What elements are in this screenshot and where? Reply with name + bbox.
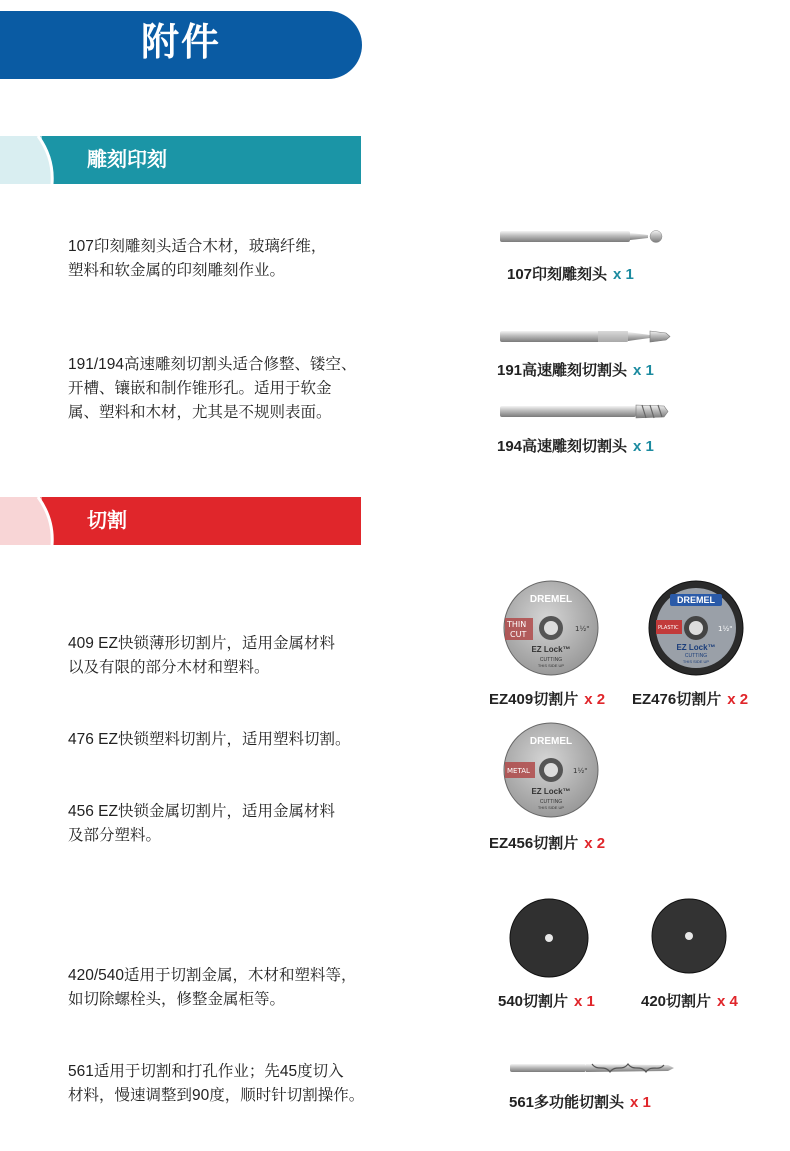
product-caption-ez476 [632, 688, 748, 709]
disc-this-side-up: THIS SIDE UP [537, 663, 565, 668]
description-line: 材料，慢速调整到90度，顺时针切割操作。 [68, 1087, 365, 1104]
product-qty: x 2 [727, 691, 749, 708]
product-caption-107 [507, 263, 634, 284]
disc-cutting: CUTTING [539, 799, 563, 805]
description-line: 561适用于切割和打孔作业；先45度切入 [68, 1063, 344, 1080]
page-title: 附件 [140, 22, 221, 64]
product-name: 107印刻雕刻头 [507, 266, 608, 283]
disc-label-plastic: PLASTIC [658, 625, 679, 631]
product-name: 420切割片 [641, 993, 712, 1010]
description-409 [68, 632, 335, 680]
section-header-engraving [0, 136, 361, 184]
disc-cutting: CUTTING [539, 657, 563, 663]
description-line: 以及有限的部分木材和塑料。 [68, 659, 270, 676]
description-line: 191/194高速雕刻切割头适合修整、镂空、 [68, 356, 357, 373]
disc-420-image [651, 898, 727, 974]
disc-size: 1½" [575, 625, 590, 633]
disc-ez456-image [503, 722, 599, 818]
disc-label-cut: CUT [510, 630, 527, 639]
description-line: 107印刻雕刻头适合木材，玻璃纤维， [68, 238, 327, 255]
product-qty: x 2 [584, 691, 606, 708]
disc-brand: DREMEL [529, 736, 573, 747]
section-title: 雕刻印刻 [87, 149, 167, 171]
bit-191-image [498, 326, 673, 348]
product-qty: x 1 [633, 362, 654, 379]
disc-this-side-up: THIS SIDE UP [537, 805, 565, 810]
product-name: 191高速雕刻切割头 [497, 362, 628, 379]
product-qty: x 2 [584, 835, 606, 852]
disc-cutting: CUTTING [684, 653, 708, 659]
description-line: 456 EZ快锁金属切割片，适用金属材料 [68, 803, 335, 820]
description-191-194 [68, 353, 357, 425]
product-caption-561 [509, 1091, 651, 1112]
disc-brand: DREMEL [529, 594, 573, 605]
description-line: 如切除螺栓头，修整金属柜等。 [68, 991, 286, 1008]
product-caption-194 [497, 435, 654, 456]
disc-size: 1½" [573, 767, 588, 775]
product-caption-420 [641, 990, 738, 1011]
section-header-cutting [0, 497, 361, 545]
description-420-540 [68, 964, 357, 1012]
disc-ezlock: EZ Lock™ [531, 645, 571, 654]
disc-label-metal: METAL [507, 767, 530, 775]
product-qty: x 1 [574, 993, 595, 1010]
product-qty: x 1 [613, 266, 634, 283]
section-header-bg [0, 497, 361, 545]
product-qty: x 1 [633, 438, 654, 455]
description-line: 476 EZ快锁塑料切割片，适用塑料切割。 [68, 731, 351, 748]
bit-107-image [498, 226, 670, 248]
description-476 [68, 728, 350, 752]
disc-size: 1½" [718, 625, 733, 633]
disc-this-side-up: THIS SIDE UP [682, 659, 710, 664]
product-name: 561多功能切割头 [509, 1094, 625, 1111]
product-caption-ez456 [489, 832, 605, 853]
disc-540-image [509, 898, 589, 978]
disc-label-thin: THIN [507, 620, 527, 629]
description-line: 及部分塑料。 [68, 827, 162, 844]
description-line: 409 EZ快锁薄形切割片，适用金属材料 [68, 635, 335, 652]
product-name: 194高速雕刻切割头 [497, 438, 628, 455]
product-caption-191 [497, 359, 654, 380]
disc-ez476-image [648, 580, 744, 676]
description-107 [68, 235, 326, 283]
product-name: EZ476切割片 [632, 691, 722, 708]
disc-brand: DREMEL [677, 595, 715, 605]
description-456 [68, 800, 335, 848]
product-qty: x 1 [630, 1094, 651, 1111]
bit-194-image [498, 402, 670, 422]
section-title: 切割 [87, 510, 127, 532]
disc-ezlock: EZ Lock™ [676, 643, 716, 652]
product-qty: x 4 [717, 993, 738, 1010]
product-name: 540切割片 [498, 993, 569, 1010]
disc-ezlock: EZ Lock™ [531, 787, 571, 796]
product-caption-540 [498, 990, 595, 1011]
product-name: EZ456切割片 [489, 835, 579, 852]
description-561 [68, 1060, 364, 1108]
bit-561-image [508, 1060, 678, 1076]
description-line: 塑料和软金属的印刻雕刻作业。 [68, 262, 286, 279]
description-line: 开槽、镶嵌和制作锥形孔。适用于软金 [68, 380, 332, 397]
product-caption-ez409 [489, 688, 605, 709]
product-name: EZ409切割片 [489, 691, 579, 708]
section-header-bg [0, 136, 361, 184]
disc-ez409-image [503, 580, 599, 676]
main-header-banner [0, 11, 362, 79]
description-line: 420/540适用于切割金属，木材和塑料等， [68, 967, 357, 984]
description-line: 属、塑料和木材，尤其是不规则表面。 [68, 404, 332, 421]
